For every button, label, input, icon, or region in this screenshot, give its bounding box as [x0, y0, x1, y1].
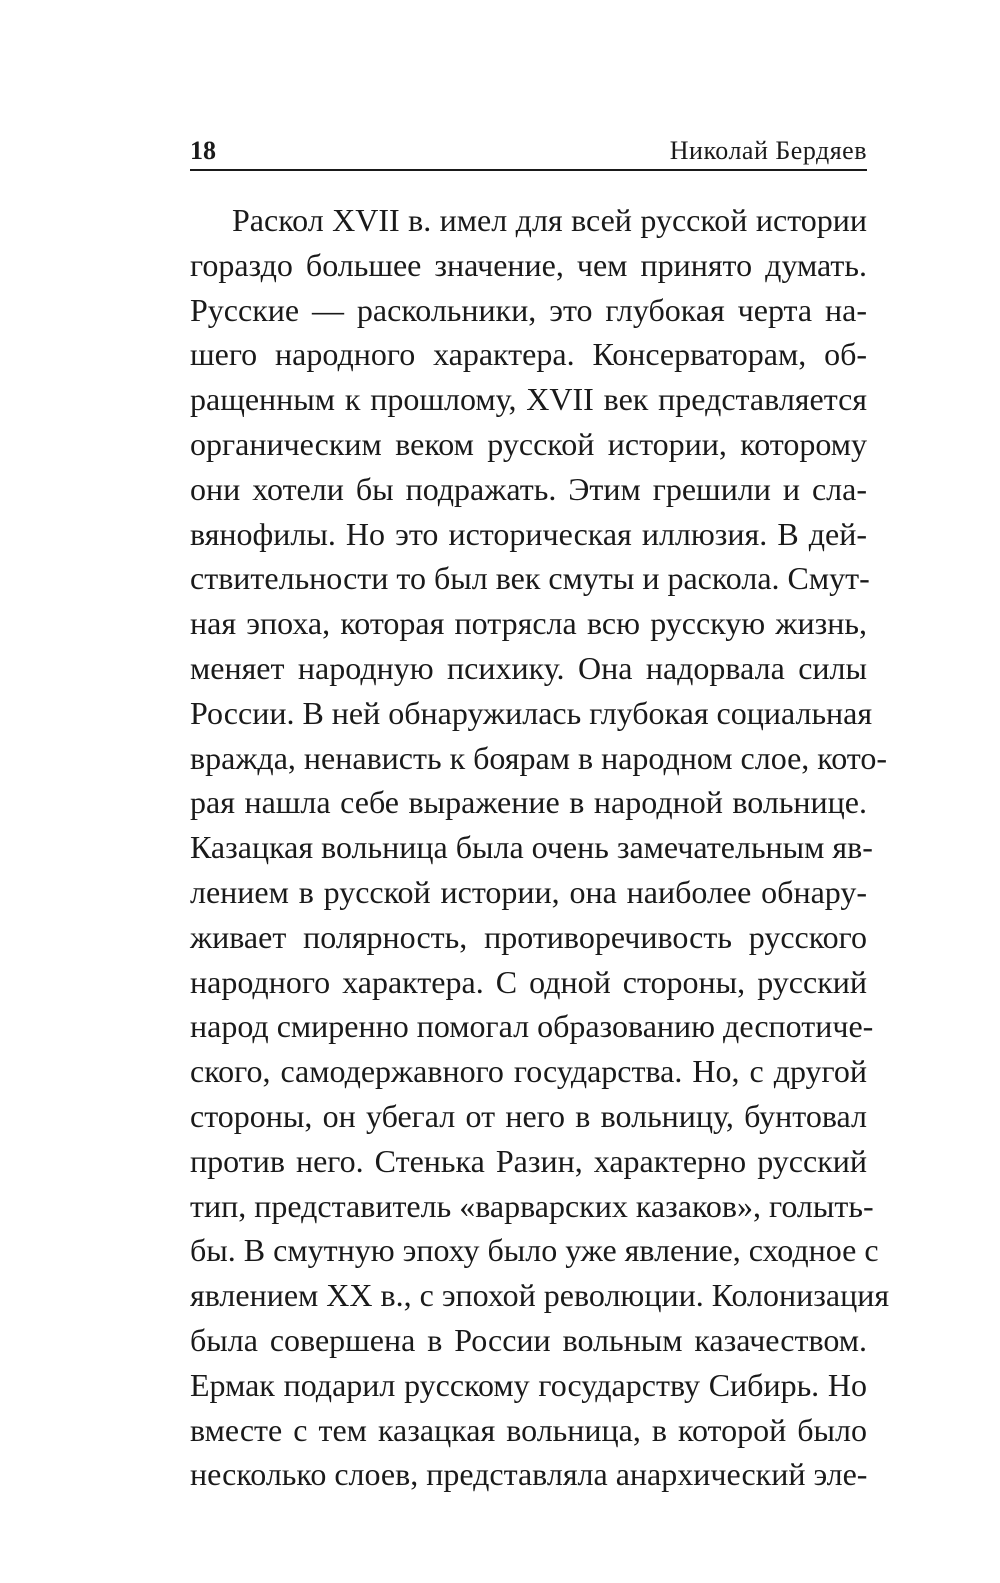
text-line: Русские — раскольники, это глубокая черта на-: [190, 291, 867, 328]
text-line: Раскол XVII в. имел для всей русской истории: [232, 202, 867, 238]
text-line: Казацкая вольница была очень замечательным яв-: [190, 829, 873, 866]
text-line: народного характера. С одной стороны, русский: [190, 963, 867, 1000]
text-line: органическим веком русской истории, которому: [190, 425, 867, 462]
text-line: бы. В смутную эпоху было уже явление, сходное с: [190, 1232, 879, 1269]
text-line: шего народного характера. Консерваторам, об-: [190, 336, 867, 373]
text-line: вместе с тем казацкая вольница, в которой было: [190, 1411, 867, 1448]
text-line: ствительности то был век смуты и раскола. Смут-: [190, 560, 870, 597]
text-line: явлением XX в., с эпохой революции. Колонизация: [190, 1277, 890, 1314]
running-header: [190, 130, 867, 170]
text-line: народ смиренно помогал образованию деспотиче-: [190, 1008, 874, 1045]
text-line: России. В ней обнаружилась глубокая социальная: [190, 694, 873, 731]
text-line: ращенным к прошлому, XVII век представляется: [190, 381, 867, 418]
text-line: вражда, ненависть к боярам в народном слое, кото-: [190, 739, 888, 776]
body-paragraph: [190, 198, 890, 1497]
text-line: несколько слоев, представляла анархический эле-: [190, 1456, 868, 1493]
text-line: рая нашла себе выражение в народной вольнице.: [190, 784, 867, 821]
text-line: Ермак подарил русскому государству Сибирь. Но: [190, 1366, 867, 1403]
text-line: лением в русской истории, она наиболее обнару-: [190, 873, 867, 910]
text-line: против него. Стенька Разин, характерно русский: [190, 1142, 867, 1179]
text-line: меняет народную психику. Она надорвала силы: [190, 649, 867, 686]
text-line: вянофилы. Но это историческая иллюзия. В дей-: [190, 515, 867, 552]
text-line: была совершена в России вольным казачеством.: [190, 1321, 867, 1358]
text-line: стороны, он убегал от него в вольницу, бунтовал: [190, 1097, 867, 1134]
text-line: они хотели бы подражать. Этим грешили и сла-: [190, 470, 867, 507]
author-running-head: Николай Бердяев: [669, 136, 867, 165]
text-line: живает полярность, противоречивость русского: [190, 918, 867, 955]
text-line: тип, представитель «варварских казаков», голыть-: [190, 1187, 874, 1224]
text-line: ная эпоха, которая потрясла всю русскую жизнь,: [190, 605, 867, 642]
header-rule: [190, 169, 867, 171]
text-line: ского, самодержавного государства. Но, с другой: [190, 1053, 867, 1090]
page-number: 18: [190, 136, 216, 165]
text-line: гораздо большее значение, чем принято думать.: [190, 246, 867, 283]
